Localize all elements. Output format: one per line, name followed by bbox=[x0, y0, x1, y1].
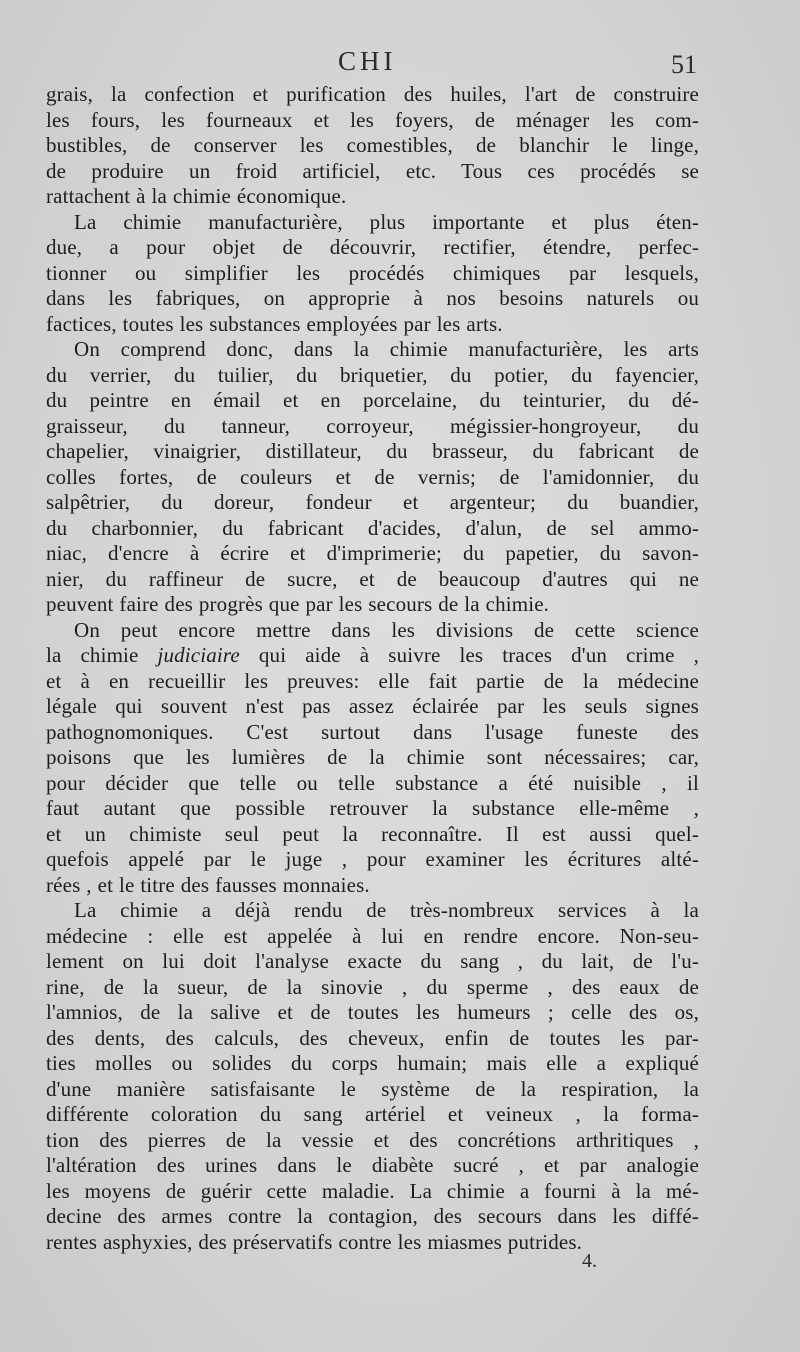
text-line: due, a pour objet de découvrir, rectifier, étendre, perfec- bbox=[46, 235, 699, 259]
text-line: niac, d'encre à écrire et d'imprimerie; du papetier, du savon- bbox=[46, 541, 699, 565]
paragraph bbox=[46, 618, 699, 899]
text-line: et à en recueillir les preuves: elle fait partie de la médecine bbox=[46, 668, 699, 693]
text-line: nier, du raffineur de sucre, et de beaucoup d'autres qui ne bbox=[46, 566, 699, 591]
text-line: médecine : elle est appelée à lui en rendre encore. Non-seu- bbox=[46, 923, 699, 948]
text-line: La chimie manufacturière, plus importante et plus éten- bbox=[74, 209, 699, 234]
text-line: rattachent à la chimie économique. bbox=[46, 184, 347, 208]
text-line: différente coloration du sang artériel et veineux , la forma- bbox=[46, 1102, 699, 1126]
text-line: l'altération des urines dans le diabète sucré , et par analogie bbox=[46, 1153, 699, 1177]
text-line: les fours, les fourneaux et les foyers, de ménager les com- bbox=[46, 107, 699, 132]
text-line: du peintre en émail et en porcelaine, du teinturier, du dé- bbox=[46, 388, 699, 412]
text-line: légale qui souvent n'est pas assez éclairée par les seuls signes bbox=[46, 694, 699, 718]
text-line: rine, de la sueur, de la sinovie , du sperme , des eaux de bbox=[46, 974, 699, 999]
text-line: et un chimiste seul peut la reconnaître. Il est aussi quel- bbox=[46, 821, 699, 846]
text-line: de produire un froid artificiel, etc. Tous ces procédés se bbox=[46, 158, 699, 183]
text-line: La chimie a déjà rendu de très-nombreux services à la bbox=[74, 898, 699, 922]
text-line: On comprend donc, dans la chimie manufacturière, les arts bbox=[74, 337, 699, 361]
text-line: pathognomoniques. C'est surtout dans l'usage funeste des bbox=[46, 719, 699, 744]
text-line: les moyens de guérir cette maladie. La chimie a fourni à la mé- bbox=[46, 1178, 699, 1203]
text-line: chapelier, vinaigrier, distillateur, du brasseur, du fabricant de bbox=[46, 439, 699, 463]
text-line: decine des armes contre la contagion, des secours dans les diffé- bbox=[46, 1204, 699, 1228]
text-line: factices, toutes les substances employées par les arts. bbox=[46, 311, 503, 336]
text-line: la chimie judiciaire qui aide à suivre les traces d'un crime , bbox=[46, 643, 699, 667]
text-line: pour décider que telle ou telle substance a été nuisible , il bbox=[46, 770, 699, 795]
text-line: tionner ou simplifier les procédés chimiques par lesquels, bbox=[46, 260, 699, 285]
text-line: quefois appelé par le juge , pour examiner les écritures alté- bbox=[46, 847, 699, 871]
running-head bbox=[0, 46, 800, 86]
signature-mark: 4. bbox=[582, 1250, 597, 1272]
text-line: tion des pierres de la vessie et des concrétions arthritiques , bbox=[46, 1127, 699, 1152]
italic-term: judiciaire bbox=[157, 643, 240, 667]
text-line: dans les fabriques, on approprie à nos besoins naturels ou bbox=[46, 286, 699, 310]
body-text bbox=[46, 82, 699, 1255]
text-line: lement on lui doit l'analyse exacte du sang , du lait, de l'u- bbox=[46, 949, 699, 973]
text-line: graisseur, du tanneur, corroyeur, mégissier-hongroyeur, du bbox=[46, 413, 699, 438]
text-line: rées , et le titre des fausses monnaies. bbox=[46, 872, 370, 897]
text-line: poisons que les lumières de la chimie sont nécessaires; car, bbox=[46, 745, 699, 769]
text-line: du verrier, du tuilier, du briquetier, du potier, du fayencier, bbox=[46, 362, 699, 387]
paragraph bbox=[46, 898, 699, 1255]
paragraph bbox=[46, 210, 699, 338]
text-line: des dents, des calculs, des cheveux, enfin de toutes les par- bbox=[46, 1025, 699, 1050]
text-line: grais, la confection et purification des huiles, l'art de construire bbox=[46, 82, 699, 106]
paragraph bbox=[46, 337, 699, 618]
page-number: 51 bbox=[671, 50, 697, 79]
paragraph bbox=[46, 82, 699, 210]
text-line: ties molles ou solides du corps humain; mais elle a expliqué bbox=[46, 1051, 699, 1075]
text-line: colles fortes, de couleurs et de vernis; de l'amidonnier, du bbox=[46, 464, 699, 489]
text-line: faut autant que possible retrouver la substance elle-même , bbox=[46, 796, 699, 820]
text-line: l'amnios, de la salive et de toutes les humeurs ; celle des os, bbox=[46, 1000, 699, 1024]
text-line: du charbonnier, du fabricant d'acides, d'alun, de sel ammo- bbox=[46, 515, 699, 540]
text-line: On peut encore mettre dans les divisions de cette science bbox=[74, 617, 699, 642]
text-line: salpêtrier, du doreur, fondeur et argenteur; du buandier, bbox=[46, 490, 699, 514]
running-title: CHI bbox=[338, 46, 397, 76]
text-line: bustibles, de conserver les comestibles, de blanchir le linge, bbox=[46, 133, 699, 157]
text-line: rentes asphyxies, des préservatifs contre les miasmes putrides. bbox=[46, 1229, 583, 1254]
text-line: d'une manière satisfaisante le système de la respiration, la bbox=[46, 1076, 699, 1101]
text-line: peuvent faire des progrès que par les secours de la chimie. bbox=[46, 592, 550, 616]
